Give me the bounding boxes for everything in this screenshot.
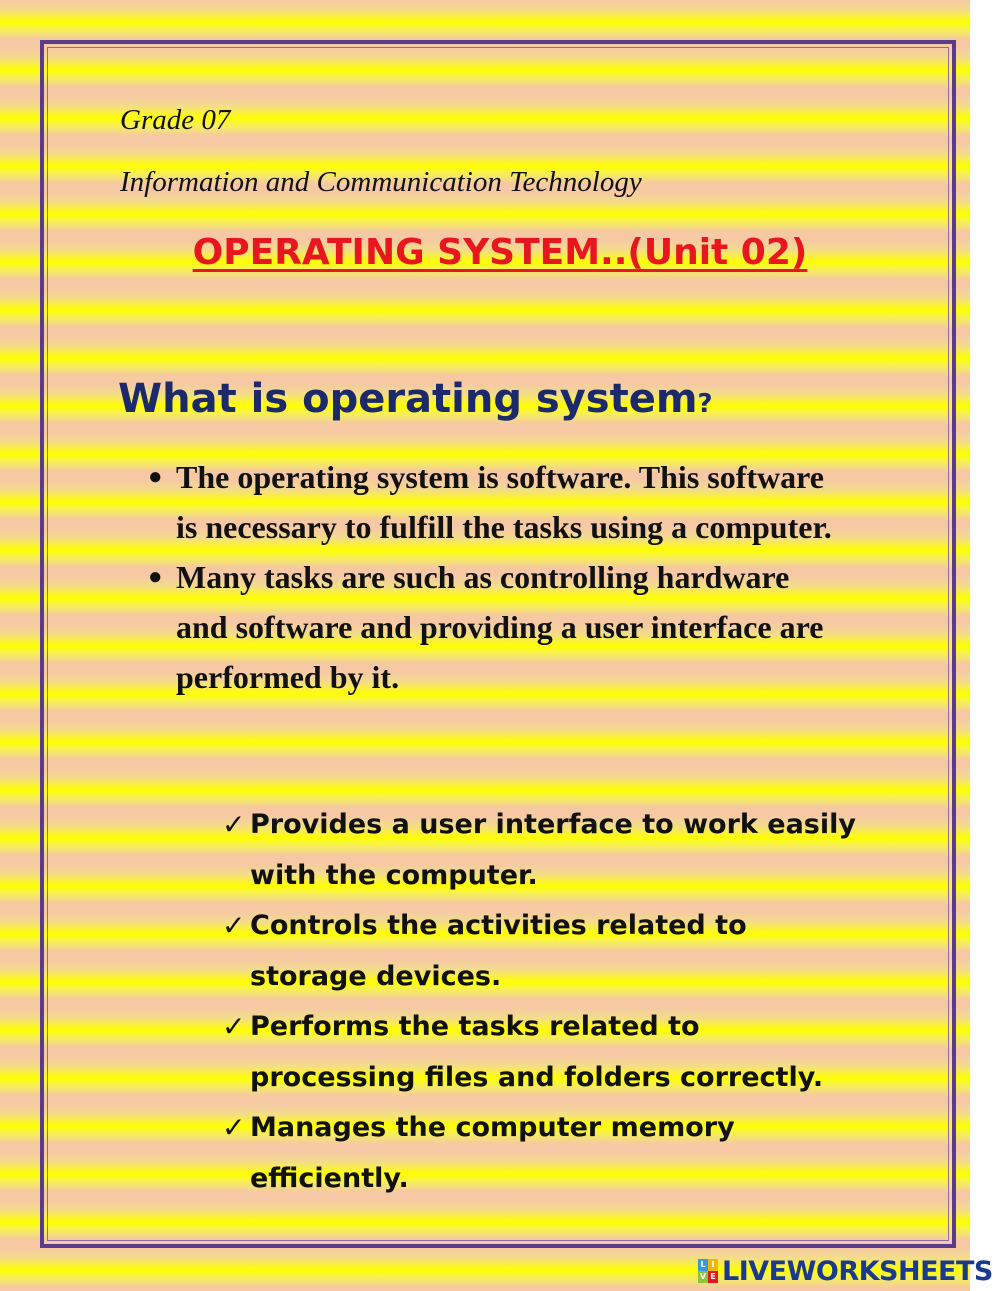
function-checklist [222, 800, 872, 1204]
checklist-item [222, 901, 872, 1002]
checklist-item [222, 1103, 872, 1204]
logo-letter: L [698, 1259, 708, 1271]
bullet-dot-icon: ● [148, 464, 163, 490]
checklist-text: Controls the activities related to storage devices. [250, 910, 747, 992]
definition-item [146, 452, 846, 552]
logo-letter: V [699, 1272, 707, 1281]
unit-title [0, 232, 1000, 273]
definition-text: Many tasks are such as controlling hardware and software and providing a user interface are performed by it. [176, 559, 824, 695]
subject-label: Information and Communication Technology [120, 166, 642, 198]
checklist-text: Performs the tasks related to processing files and folders correctly. [250, 1011, 824, 1093]
checklist-item [222, 1002, 872, 1103]
definition-list [146, 452, 846, 702]
brand-name: LIVEWORKSHEETS [722, 1255, 993, 1287]
checkmark-icon: ✓ [222, 1010, 246, 1043]
liveworksheets-logo [698, 1259, 718, 1283]
checkmark-icon: ✓ [222, 808, 246, 841]
grade-label: Grade 07 [120, 104, 231, 136]
question-mark: ? [697, 389, 713, 419]
logo-letter: I [708, 1259, 718, 1271]
checklist-item [222, 800, 872, 901]
definition-text: The operating system is software. This software is necessary to fulfill the tasks using a computer. [176, 459, 832, 545]
logo-letter: E [708, 1271, 718, 1283]
unit-title-text: OPERATING SYSTEM..(Unit 02) [192, 232, 808, 273]
definition-item [146, 552, 846, 702]
checkmark-icon: ✓ [222, 1111, 246, 1144]
liveworksheets-brand[interactable] [698, 1254, 993, 1288]
checklist-text: Provides a user interface to work easily with the computer. [250, 809, 856, 891]
section-question [118, 376, 713, 422]
bullet-dot-icon: ● [148, 564, 163, 590]
checkmark-icon: ✓ [222, 909, 246, 942]
checklist-text: Manages the computer memory efficiently. [250, 1112, 735, 1194]
section-question-text: What is operating system [118, 376, 698, 422]
